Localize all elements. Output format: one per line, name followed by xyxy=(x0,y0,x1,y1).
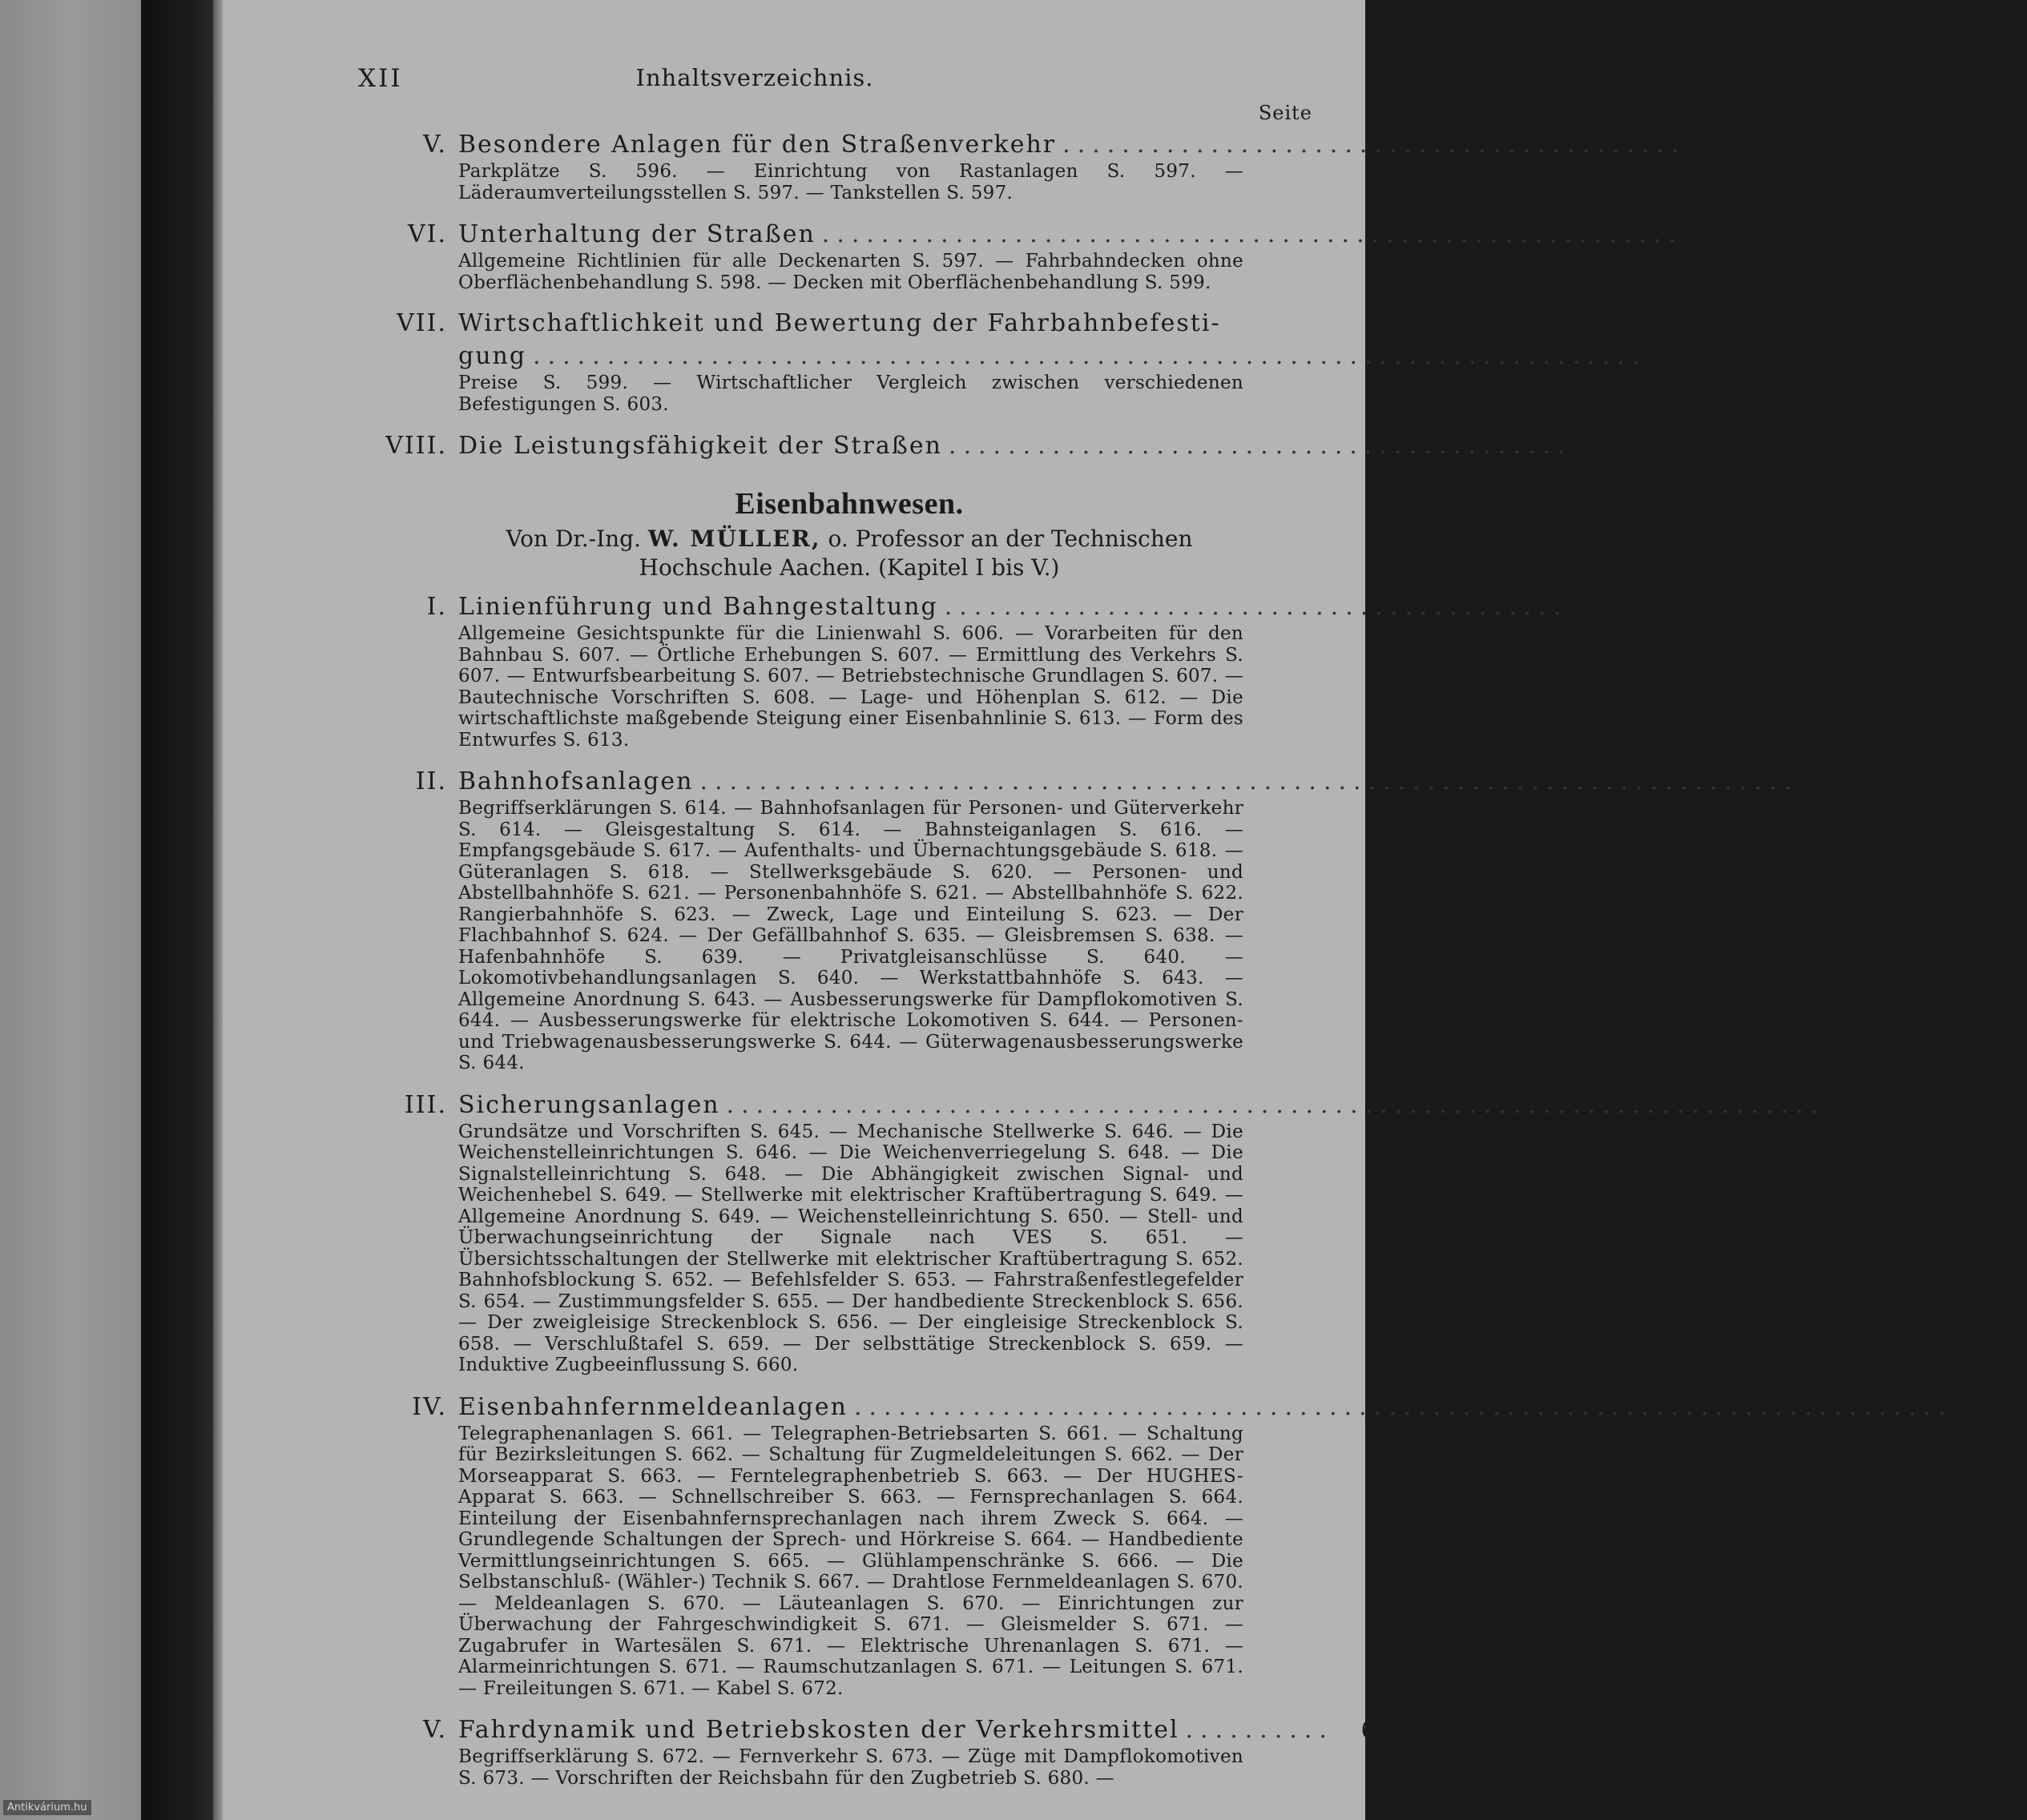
leader-dots: .......................................................................... xyxy=(726,1090,1826,1119)
section-heading xyxy=(353,486,1314,582)
entry-description: Grundsätze und Vorschriften S. 645. — Mechanische Stellwerke S. 646. — Die Weichenstelleinrichtungen S. 646. — Die Weichenverriegelung S. 648. — Die Signalstelleinrichtung S. 648. — Die Abhängigkeit zwischen Signal- und Weichenhebel S. 649. — Stellwerke mit elektrischer Kraftübertragung S. 649. — Allgemeine Anordnung S. 649. — Weichenstelleinrichtung S. 650. — Stell- und Überwachungseinrichtung der Signale nach VES S. 651. — Übersichtsschaltungen der Stellwerke mit elektrischer Kraftübertragung S. 652. Bahnhofsblockung S. 652. — Befehlsfelder S. 653. — Fahrstraßenfestlegefelder S. 654. — Zustimmungsfelder S. 655. — Der handbediente Streckenblock S. 656. — Der zweigleisige Streckenblock S. 656. — Der eingleisige Streckenblock S. 658. — Verschlußtafel S. 659. — Der selbsttätige Streckenblock S. 659. — Induktive Zugbeeinflussung S. 660. xyxy=(458,1121,1243,1375)
entry-page: 597 xyxy=(1710,220,1757,248)
toc-entry xyxy=(353,128,1760,203)
leader-dots: .......................................... xyxy=(1062,131,1686,159)
byline-prefix: Von Dr.-Ing. xyxy=(506,525,641,552)
entry-title: Besondere Anlagen für den Straßenverkehr xyxy=(458,131,1057,159)
entry-number: IV. xyxy=(412,1392,447,1421)
section-title: Eisenbahnwesen. xyxy=(735,487,964,521)
toc-entry xyxy=(353,1089,1900,1376)
toc-entry xyxy=(353,429,1646,462)
entry-title: Linienführung und Bahngestaltung xyxy=(458,593,938,621)
entry-title: Bahnhofsanlagen xyxy=(458,767,694,795)
watermark: Antikvárium.hu xyxy=(3,1800,91,1815)
entry-title: Fahrdynamik und Betriebskosten der Verkehrsmittel xyxy=(458,1716,1179,1744)
entry-description: Begriffserklärung S. 672. — Fernverkehr S. 673. — Züge mit Dampflokomotiven S. 673. — Vorschriften der Reichsbahn für den Zugbetrieb S. 680. — xyxy=(458,1746,1243,1789)
entry-title: Sicherungsanlagen xyxy=(458,1090,720,1119)
section-byline xyxy=(353,525,1314,582)
byline-affiliation: o. Professor an der Technischen xyxy=(828,525,1193,552)
entry-description: Allgemeine Richtlinien für alle Deckenarten S. 597. — Fahrbahndecken ohne Oberflächenbehandlung S. 598. — Decken mit Oberflächenbehandlung S. 599. xyxy=(458,251,1243,293)
byline-author: W. MÜLLER, xyxy=(647,525,821,552)
toc-entry xyxy=(353,218,1757,293)
entry-number: I. xyxy=(426,593,447,621)
entry-number: VII. xyxy=(397,309,447,337)
entry-description: Begriffserklärungen S. 614. — Bahnhofsanlagen für Personen- und Güterverkehr S. 614. — Gleisgestaltung S. 614. — Bahnsteiganlagen S. 616. — Empfangsgebäude S. 617. — Aufenthalts- und Übernachtungsgebäude S. 618. — Güteranlagen S. 618. — Stellwerksgebäude S. 620. — Personen- und Abstellbahnhöfe S. 621. — Personenbahnhöfe S. 621. — Abstellbahnhöfe S. 622. Rangierbahnhöfe S. 623. — Zweck, Lage und Einteilung S. 623. — Der Flachbahnhof S. 624. — Der Gefällbahnhof S. 635. — Gleisbremsen S. 638. — Hafenbahnhöfe S. 639. — Privatgleisanschlüsse S. 640. — Lokomotivbehandlungsanlagen S. 640. — Werkstattbahnhöfe S. 643. — Allgemeine Anordnung S. 643. — Ausbesserungswerke für Dampflokomotiven S. 644. — Ausbesserungswerke für elektrische Lokomotiven S. 644. — Personen- und Triebwagenausbesserungswerke S. 644. — Güterwagenausbesserungswerke S. 644. xyxy=(458,798,1243,1073)
entry-page: 605 xyxy=(1599,432,1646,459)
entry-number: III. xyxy=(404,1090,447,1119)
page-numeral: XII xyxy=(358,64,403,93)
running-title: Inhaltsverzeichnis. xyxy=(635,64,874,91)
toc-entry xyxy=(353,308,1721,415)
entry-page: 672 xyxy=(1360,1716,1408,1743)
byline-second-line: Hochschule Aachen. (Kapitel I bis V.) xyxy=(639,554,1060,581)
toc-entry xyxy=(353,1713,1408,1789)
entry-page: 606 xyxy=(1594,593,1642,620)
entry-description: Allgemeine Gesichtspunkte für die Linienwahl S. 606. — Vorarbeiten für den Bahnbau S. 607. — Örtliche Erhebungen S. 607. — Ermittlung des Verkehrs S. 607. — Entwurfsbearbeitung S. 607. — Betriebstechnische Grundlagen S. 607. — Bautechnische Vorschriften S. 608. — Lage- und Höhenplan S. 612. — Die wirtschaftlichste maßgebende Steigung einer Eisenbahnlinie S. 613. — Form des Entwurfes S. 613. xyxy=(458,623,1243,751)
scan-background-left xyxy=(0,0,141,1820)
entry-title-continuation: gung xyxy=(458,342,527,370)
leader-dots: .......................................................................... xyxy=(853,1392,1953,1421)
page-edge xyxy=(213,0,223,1820)
leader-dots: .......................................................................... xyxy=(699,767,1799,795)
entry-description: Telegraphenanlagen S. 661. — Telegraphen-Betriebsarten S. 661. — Schaltung für Bezirksleitungen S. 662. — Schaltung für Zugmeldeleitungen S. 662. — Der Morseapparat S. 663. — Ferntelegraphenbetrieb S. 663. — Der HUGHES-Apparat S. 663. — Schnellschreiber S. 663. — Fernsprechanlagen S. 664. Einteilung der Eisenbahnfernsprechanlagen nach ihrem Zweck S. 664. — Grundlegende Schaltungen der Sprech- und Hörkreise S. 664. — Handbediente Vermittlungseinrichtungen S. 665. — Glühlampenschränke S. 666. — Die Selbstanschluß- (Wähler-) Technik S. 667. — Drahtlose Fernmeldeanlagen S. 670. — Meldeanlagen S. 670. — Läuteanlagen S. 670. — Einrichtungen zur Überwachung der Fahrgeschwindigkeit S. 671. — Gleismelder S. 671. — Zugabrufer in Wartesälen S. 671. — Elektrische Uhrenanlagen S. 671. — Alarmeinrichtungen S. 671. — Raumschutzanlagen S. 671. — Leitungen S. 671. — Freileitungen S. 671. — Kabel S. 672. xyxy=(458,1423,1243,1699)
book-spine xyxy=(141,0,213,1820)
entry-page: 645 xyxy=(1852,1090,1900,1118)
entry-title: Die Leistungsfähigkeit der Straßen xyxy=(458,432,942,460)
leader-dots: .......... xyxy=(1185,1716,1334,1744)
entry-description: Preise S. 599. — Wirtschaftlicher Vergleich zwischen verschiedenen Befestigungen S. 603. xyxy=(458,372,1243,415)
entry-number: V. xyxy=(423,131,447,159)
entry-number: VIII. xyxy=(385,432,447,460)
entry-page: 599 xyxy=(1673,342,1721,369)
toc-entry xyxy=(353,1391,2027,1700)
toc-entry xyxy=(353,590,1642,751)
seite-label: Seite xyxy=(1258,102,1312,124)
entry-number: VI. xyxy=(407,220,447,248)
entry-page: 596 xyxy=(1713,131,1760,158)
entry-description: Parkplätze S. 596. — Einrichtung von Rastanlagen S. 597. — Läderaumverteilungsstellen S. 597. — Tankstellen S. 597. xyxy=(458,161,1243,203)
leader-dots: .......................................... xyxy=(944,593,1569,621)
leader-dots: ........................................................................... xyxy=(533,342,1647,370)
entry-page: 614 xyxy=(1825,767,1873,795)
toc-content xyxy=(353,128,2027,1803)
entry-title: Wirtschaftlichkeit und Bewertung der Fahrbahnbefesti- xyxy=(458,309,1221,337)
toc-entry xyxy=(353,765,1873,1074)
entry-number: II. xyxy=(415,767,447,795)
entry-page: 661 xyxy=(1980,1392,2027,1420)
entry-number: V. xyxy=(423,1716,447,1744)
leader-dots: .......................................... xyxy=(948,432,1573,460)
leader-dots: .......................................................... xyxy=(821,220,1683,248)
entry-title: Eisenbahnfernmeldeanlagen xyxy=(458,1392,848,1421)
entry-title: Unterhaltung der Straßen xyxy=(458,220,816,248)
